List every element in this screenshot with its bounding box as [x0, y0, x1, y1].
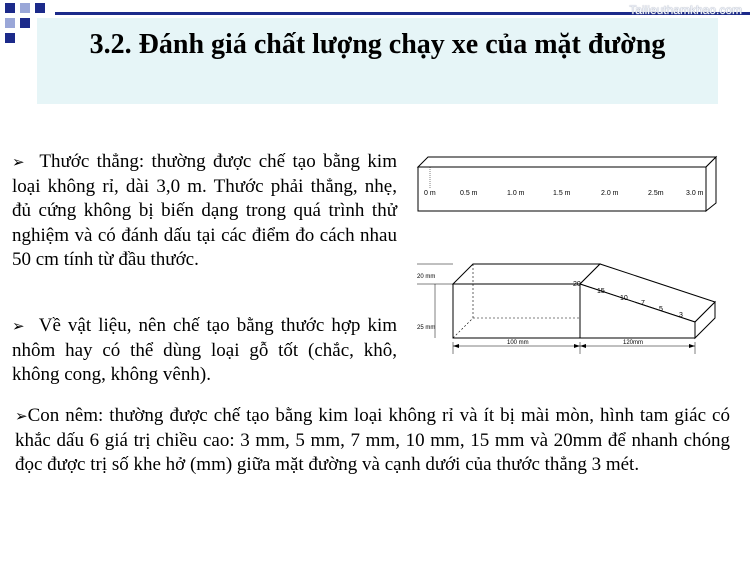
wedge-mark: 20: [573, 281, 581, 288]
dim-length-right: 120mm: [623, 340, 644, 346]
bullet-straightedge: [12, 150, 397, 273]
ruler-tick-label: 0.5 m: [460, 190, 478, 197]
dim-height-bottom: 25 mm: [417, 325, 436, 331]
straightedge-diagram: [410, 155, 740, 220]
dim-length-left: 100 mm: [507, 340, 529, 346]
dim-height-top: 20 mm: [417, 274, 436, 280]
ruler-tick-label: 1.0 m: [507, 190, 525, 197]
arrow-bullet-icon: ➢: [12, 317, 25, 335]
wedge-mark: 3: [679, 312, 683, 319]
bullet-material: [12, 314, 397, 388]
wedge-mark: 7: [641, 300, 645, 307]
bullet-wedge: [15, 404, 730, 478]
arrow-bullet-icon: ➢: [15, 407, 28, 425]
bullet-text: Về vật liệu, nên chế tạo bằng thước hợp kim nhôm hay có thể dùng loại gỗ tốt (chắc, khô, không cong, không vênh).: [12, 315, 398, 385]
arrow-bullet-icon: ➢: [12, 153, 25, 171]
slide-title: 3.2. Đánh giá chất lượng chạy xe của mặt đường: [89, 29, 666, 60]
wedge-mark: 10: [620, 295, 628, 302]
bullet-text: Con nêm: thường được chế tạo bằng kim loại không rỉ và ít bị mài mòn, hình tam giác có khắc dấu 6 giá trị chiều cao: 3 mm, 5 mm, 7 mm, 10 mm, 15 mm và 20mm để nhanh chóng đọc được trị số khe hở (mm) giữa mặt đường và cạnh dưới của thước thẳng 3 mét.: [15, 405, 730, 475]
ruler-tick-label: 0 m: [424, 190, 436, 197]
wedge-mark: 15: [597, 288, 605, 295]
bullet-text: Thước thẳng: thường được chế tạo bằng kim loại không rỉ, dài 3,0 m. Thước phải thẳng, nhẹ, đủ cứng không bị biến dạng trong quá trình thử nghiệm và có đánh dấu tại các điểm đo cách nhau 50 cm tính từ đầu thước.: [12, 151, 397, 270]
wedge-mark: 5: [659, 306, 663, 313]
ruler-tick-label: 1.5 m: [553, 190, 571, 197]
watermark: Tailieuthamkhao.com: [629, 3, 742, 17]
wedge-diagram: [415, 258, 735, 358]
ruler-tick-label: 2.0 m: [601, 190, 619, 197]
ruler-tick-label: 2.5m: [648, 190, 664, 197]
ruler-tick-label: 3.0 m: [686, 190, 704, 197]
